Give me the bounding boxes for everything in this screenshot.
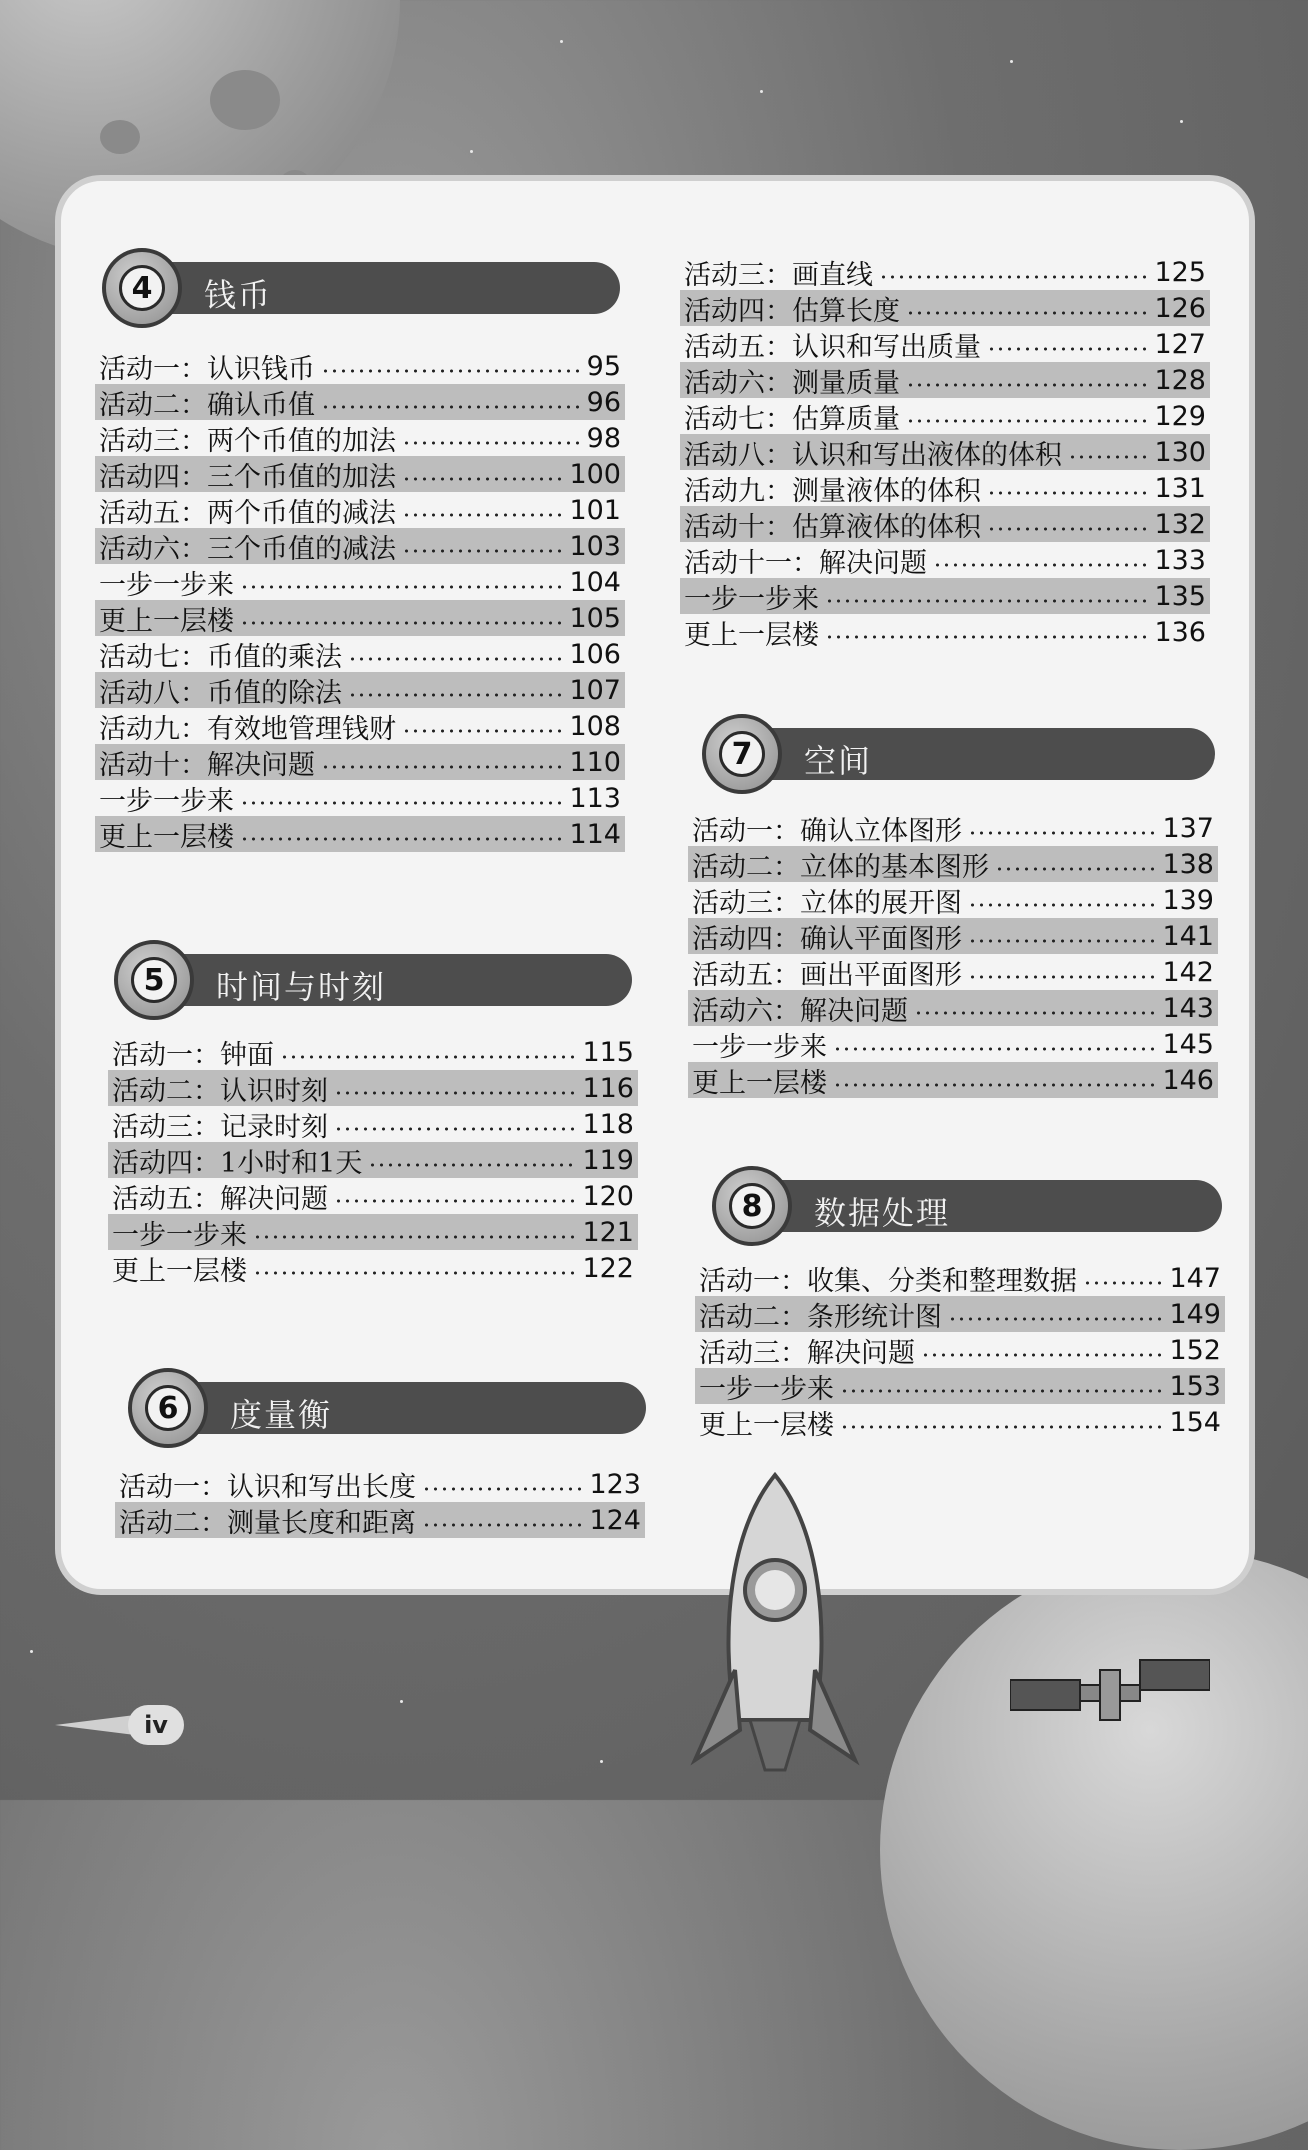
toc-entry[interactable]: 活动三：立体的展开图 139 <box>688 882 1218 918</box>
star-decoration <box>600 1760 603 1763</box>
chapter-header-6 <box>157 1382 646 1434</box>
toc-entry[interactable]: 活动三：两个币值的加法 98 <box>95 420 625 456</box>
page-number: 122 <box>582 1252 634 1284</box>
star-decoration <box>1180 120 1183 123</box>
toc-entry[interactable]: 更上一层楼 136 <box>680 614 1210 650</box>
star-decoration <box>470 150 473 153</box>
chapter-title: 度量衡 <box>230 1396 333 1434</box>
page-number: 101 <box>569 494 621 526</box>
page-number: 137 <box>1162 812 1214 844</box>
page-number: 126 <box>1154 292 1206 324</box>
page-number: 103 <box>569 530 621 562</box>
toc-entry[interactable]: 活动十：估算液体的体积 132 <box>680 506 1210 542</box>
chapter-title: 时间与时刻 <box>216 968 387 1006</box>
page-number: 120 <box>582 1180 634 1212</box>
toc-entry[interactable]: 活动九：测量液体的体积 131 <box>680 470 1210 506</box>
page-number: 145 <box>1162 1028 1214 1060</box>
page-number: 142 <box>1162 956 1214 988</box>
chapter-5-entries <box>108 1034 638 1286</box>
chapter-number: 8 <box>729 1183 775 1229</box>
toc-entry[interactable]: 一步一步来 104 <box>95 564 625 600</box>
chapter-7-entries <box>688 810 1218 1098</box>
rocket-badge-icon <box>128 1368 208 1448</box>
chapter-number: 5 <box>131 957 177 1003</box>
page-number: 131 <box>1154 472 1206 504</box>
page-number-badge: iv <box>128 1705 184 1745</box>
toc-entry[interactable]: 活动二：条形统计图 149 <box>695 1296 1225 1332</box>
chapter-title: 空间 <box>804 742 873 780</box>
toc-entry[interactable]: 活动一：钟面 115 <box>108 1034 638 1070</box>
star-decoration <box>1010 60 1013 63</box>
toc-entry[interactable]: 活动六：三个币值的减法 103 <box>95 528 625 564</box>
page-number: 121 <box>582 1216 634 1248</box>
page-number: 124 <box>589 1504 641 1536</box>
toc-entry[interactable]: 活动三：记录时刻 118 <box>108 1106 638 1142</box>
toc-entry[interactable]: 活动一：确认立体图形 137 <box>688 810 1218 846</box>
toc-entry[interactable]: 活动九：有效地管理钱财 108 <box>95 708 625 744</box>
page-number: 138 <box>1162 848 1214 880</box>
toc-entry[interactable]: 一步一步来 113 <box>95 780 625 816</box>
chapter-header-7 <box>731 728 1215 780</box>
space-station-icon <box>1010 1640 1210 1760</box>
page-number: 132 <box>1154 508 1206 540</box>
toc-entry[interactable]: 更上一层楼 105 <box>95 600 625 636</box>
page-number: 146 <box>1162 1064 1214 1096</box>
page-number: 108 <box>569 710 621 742</box>
page-number: 105 <box>569 602 621 634</box>
toc-entry[interactable]: 活动三：解决问题 152 <box>695 1332 1225 1368</box>
page-number: 129 <box>1154 400 1206 432</box>
toc-entry[interactable]: 活动十：解决问题 110 <box>95 744 625 780</box>
page-number: 139 <box>1162 884 1214 916</box>
page-number: 136 <box>1154 616 1206 648</box>
page-number: 95 <box>586 350 621 382</box>
chapter-number: 7 <box>719 731 765 777</box>
page-number: 128 <box>1154 364 1206 396</box>
toc-entry[interactable]: 活动五：解决问题 120 <box>108 1178 638 1214</box>
toc-entry[interactable]: 活动二：认识时刻 116 <box>108 1070 638 1106</box>
toc-entry[interactable]: 活动五：画出平面图形 142 <box>688 954 1218 990</box>
chapter-6-continued-entries <box>680 254 1210 650</box>
chapter-title: 钱币 <box>204 276 273 314</box>
page-number: 116 <box>582 1072 634 1104</box>
page-number: 141 <box>1162 920 1214 952</box>
rocket-badge-icon <box>712 1166 792 1246</box>
toc-entry[interactable]: 活动三：画直线 125 <box>680 254 1210 290</box>
star-decoration <box>400 1700 403 1703</box>
toc-entry[interactable]: 更上一层楼 154 <box>695 1404 1225 1440</box>
page-number: 125 <box>1154 256 1206 288</box>
rocket-badge-icon <box>702 714 782 794</box>
page-number: 100 <box>569 458 621 490</box>
toc-entry[interactable]: 活动一：收集、分类和整理数据 147 <box>695 1260 1225 1296</box>
toc-entry[interactable]: 更上一层楼 114 <box>95 816 625 852</box>
page-number: 119 <box>582 1144 634 1176</box>
star-decoration <box>30 1650 33 1653</box>
toc-entry[interactable]: 一步一步来 121 <box>108 1214 638 1250</box>
page-number: 154 <box>1169 1406 1221 1438</box>
page-number: 96 <box>586 386 621 418</box>
chapter-header-8 <box>741 1180 1222 1232</box>
star-decoration <box>760 90 763 93</box>
toc-entry[interactable]: 活动一：认识钱币 95 <box>95 348 625 384</box>
page-number: 143 <box>1162 992 1214 1024</box>
page-number: 153 <box>1169 1370 1221 1402</box>
page-number: 133 <box>1154 544 1206 576</box>
toc-entry[interactable]: 活动六：测量质量 128 <box>680 362 1210 398</box>
toc-entry[interactable]: 活动一：认识和写出长度 123 <box>115 1466 645 1502</box>
page-number: 147 <box>1169 1262 1221 1294</box>
toc-entry[interactable]: 活动八：币值的除法 107 <box>95 672 625 708</box>
page-number: 106 <box>569 638 621 670</box>
toc-entry[interactable]: 活动七：币值的乘法 106 <box>95 636 625 672</box>
page-number: 123 <box>589 1468 641 1500</box>
chapter-8-entries <box>695 1260 1225 1440</box>
chapter-6-entries <box>115 1466 645 1538</box>
toc-entry[interactable]: 一步一步来 153 <box>695 1368 1225 1404</box>
chapter-header-5 <box>143 954 632 1006</box>
page-number: 113 <box>569 782 621 814</box>
page-number: 118 <box>582 1108 634 1140</box>
toc-entry[interactable]: 活动七：估算质量 129 <box>680 398 1210 434</box>
toc-entry[interactable]: 更上一层楼 146 <box>688 1062 1218 1098</box>
rocket-badge-icon <box>102 248 182 328</box>
page-number: 114 <box>569 818 621 850</box>
page-number: 98 <box>586 422 621 454</box>
toc-entry[interactable]: 活动二：立体的基本图形 138 <box>688 846 1218 882</box>
toc-entry[interactable]: 更上一层楼 122 <box>108 1250 638 1286</box>
chapter-header-4 <box>131 262 620 314</box>
chapter-number: 6 <box>145 1385 191 1431</box>
streak-icon <box>55 1710 135 1740</box>
page-number: 115 <box>582 1036 634 1068</box>
page-number: 127 <box>1154 328 1206 360</box>
toc-entry[interactable]: 活动四：三个币值的加法 100 <box>95 456 625 492</box>
toc-entry[interactable]: 活动十一：解决问题 133 <box>680 542 1210 578</box>
toc-entry[interactable]: 一步一步来 135 <box>680 578 1210 614</box>
page-number: 104 <box>569 566 621 598</box>
chapter-title: 数据处理 <box>814 1194 951 1232</box>
toc-entry[interactable]: 一步一步来 145 <box>688 1026 1218 1062</box>
toc-entry[interactable]: 活动二：确认币值 96 <box>95 384 625 420</box>
page-number: 110 <box>569 746 621 778</box>
rocket-badge-icon <box>114 940 194 1020</box>
page-number: 152 <box>1169 1334 1221 1366</box>
toc-entry[interactable]: 活动八：认识和写出液体的体积 130 <box>680 434 1210 470</box>
chapter-number: 4 <box>119 265 165 311</box>
page-number: 130 <box>1154 436 1206 468</box>
page-number: 135 <box>1154 580 1206 612</box>
toc-entry[interactable]: 活动五：认识和写出质量 127 <box>680 326 1210 362</box>
toc-entry[interactable]: 活动四：确认平面图形 141 <box>688 918 1218 954</box>
chapter-4-entries <box>95 348 625 852</box>
toc-entry[interactable]: 活动四：1小时和1天 119 <box>108 1142 638 1178</box>
toc-entry[interactable]: 活动四：估算长度 126 <box>680 290 1210 326</box>
page-number: 107 <box>569 674 621 706</box>
rocket-icon <box>690 1470 860 1800</box>
toc-entry[interactable]: 活动六：解决问题 143 <box>688 990 1218 1026</box>
star-decoration <box>560 40 563 43</box>
toc-entry[interactable]: 活动二：测量长度和距离 124 <box>115 1502 645 1538</box>
page-number: 149 <box>1169 1298 1221 1330</box>
toc-entry[interactable]: 活动五：两个币值的减法 101 <box>95 492 625 528</box>
